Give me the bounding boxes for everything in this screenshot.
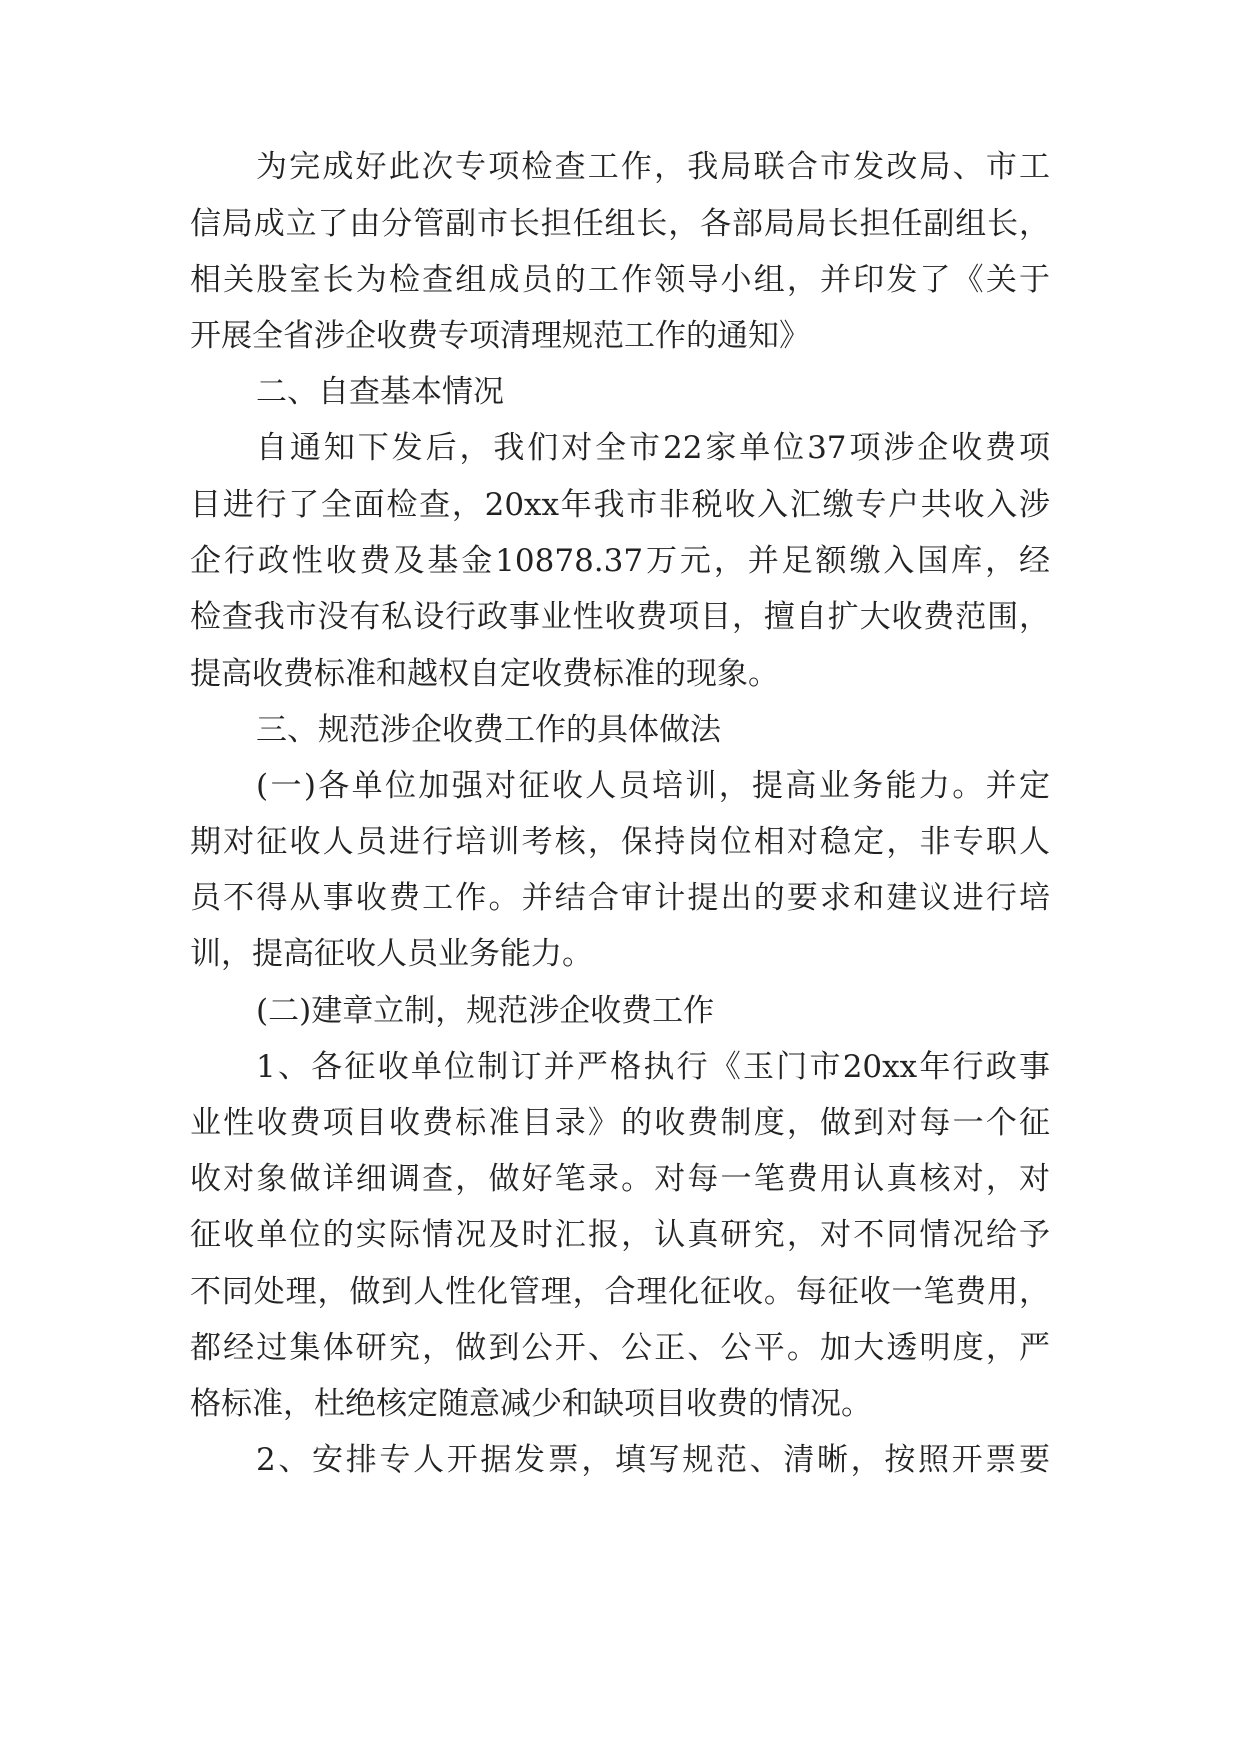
section-heading: 三、规范涉企收费工作的具体做法	[256, 712, 721, 748]
text-line: 收对象做详细调查，做好笔录。对每一笔费用认真核对，对	[190, 1161, 1050, 1197]
text-line: 开展全省涉企收费专项清理规范工作的通知》	[190, 318, 810, 354]
text-line: 企行政性收费及基金10878.37万元，并足额缴入国库，经	[190, 543, 1050, 579]
text-line: 格标准，杜绝核定随意减少和缺项目收费的情况。	[190, 1386, 872, 1422]
text-line: 自通知下发后，我们对全市22家单位37项涉企收费项	[256, 430, 1050, 466]
text-line: 信局成立了由分管副市长担任组长，各部局局长担任副组长，	[190, 206, 1050, 242]
subsection-heading: (二)建章立制，规范涉企收费工作	[256, 993, 715, 1029]
text-line: 业性收费项目收费标准目录》的收费制度，做到对每一个征	[190, 1105, 1050, 1141]
text-line: 不同处理，做到人性化管理，合理化征收。每征收一笔费用，	[190, 1274, 1050, 1310]
text-line: 1、各征收单位制订并严格执行《玉门市20xx年行政事	[256, 1049, 1050, 1085]
text-line: 为完成好此次专项检查工作，我局联合市发改局、市工	[256, 149, 1050, 185]
text-line: 员不得从事收费工作。并结合审计提出的要求和建议进行培	[190, 880, 1050, 916]
text-line: 训，提高征收人员业务能力。	[190, 936, 593, 972]
text-line: 期对征收人员进行培训考核，保持岗位相对稳定，非专职人	[190, 824, 1050, 860]
text-line: 目进行了全面检查，20xx年我市非税收入汇缴专户共收入涉	[190, 487, 1050, 523]
section-heading: 二、自查基本情况	[256, 374, 504, 410]
text-line: 相关股室长为检查组成员的工作领导小组，并印发了《关于	[190, 262, 1050, 298]
text-line: 征收单位的实际情况及时汇报，认真研究，对不同情况给予	[190, 1217, 1050, 1253]
text-line: 都经过集体研究，做到公开、公正、公平。加大透明度，严	[190, 1330, 1050, 1366]
text-line: 检查我市没有私设行政事业性收费项目，擅自扩大收费范围，	[190, 599, 1050, 635]
text-line: 提高收费标准和越权自定收费标准的现象。	[190, 656, 779, 692]
text-line: 2、安排专人开据发票，填写规范、清晰，按照开票要	[256, 1442, 1050, 1478]
text-line: (一)各单位加强对征收人员培训，提高业务能力。并定	[256, 768, 1050, 804]
